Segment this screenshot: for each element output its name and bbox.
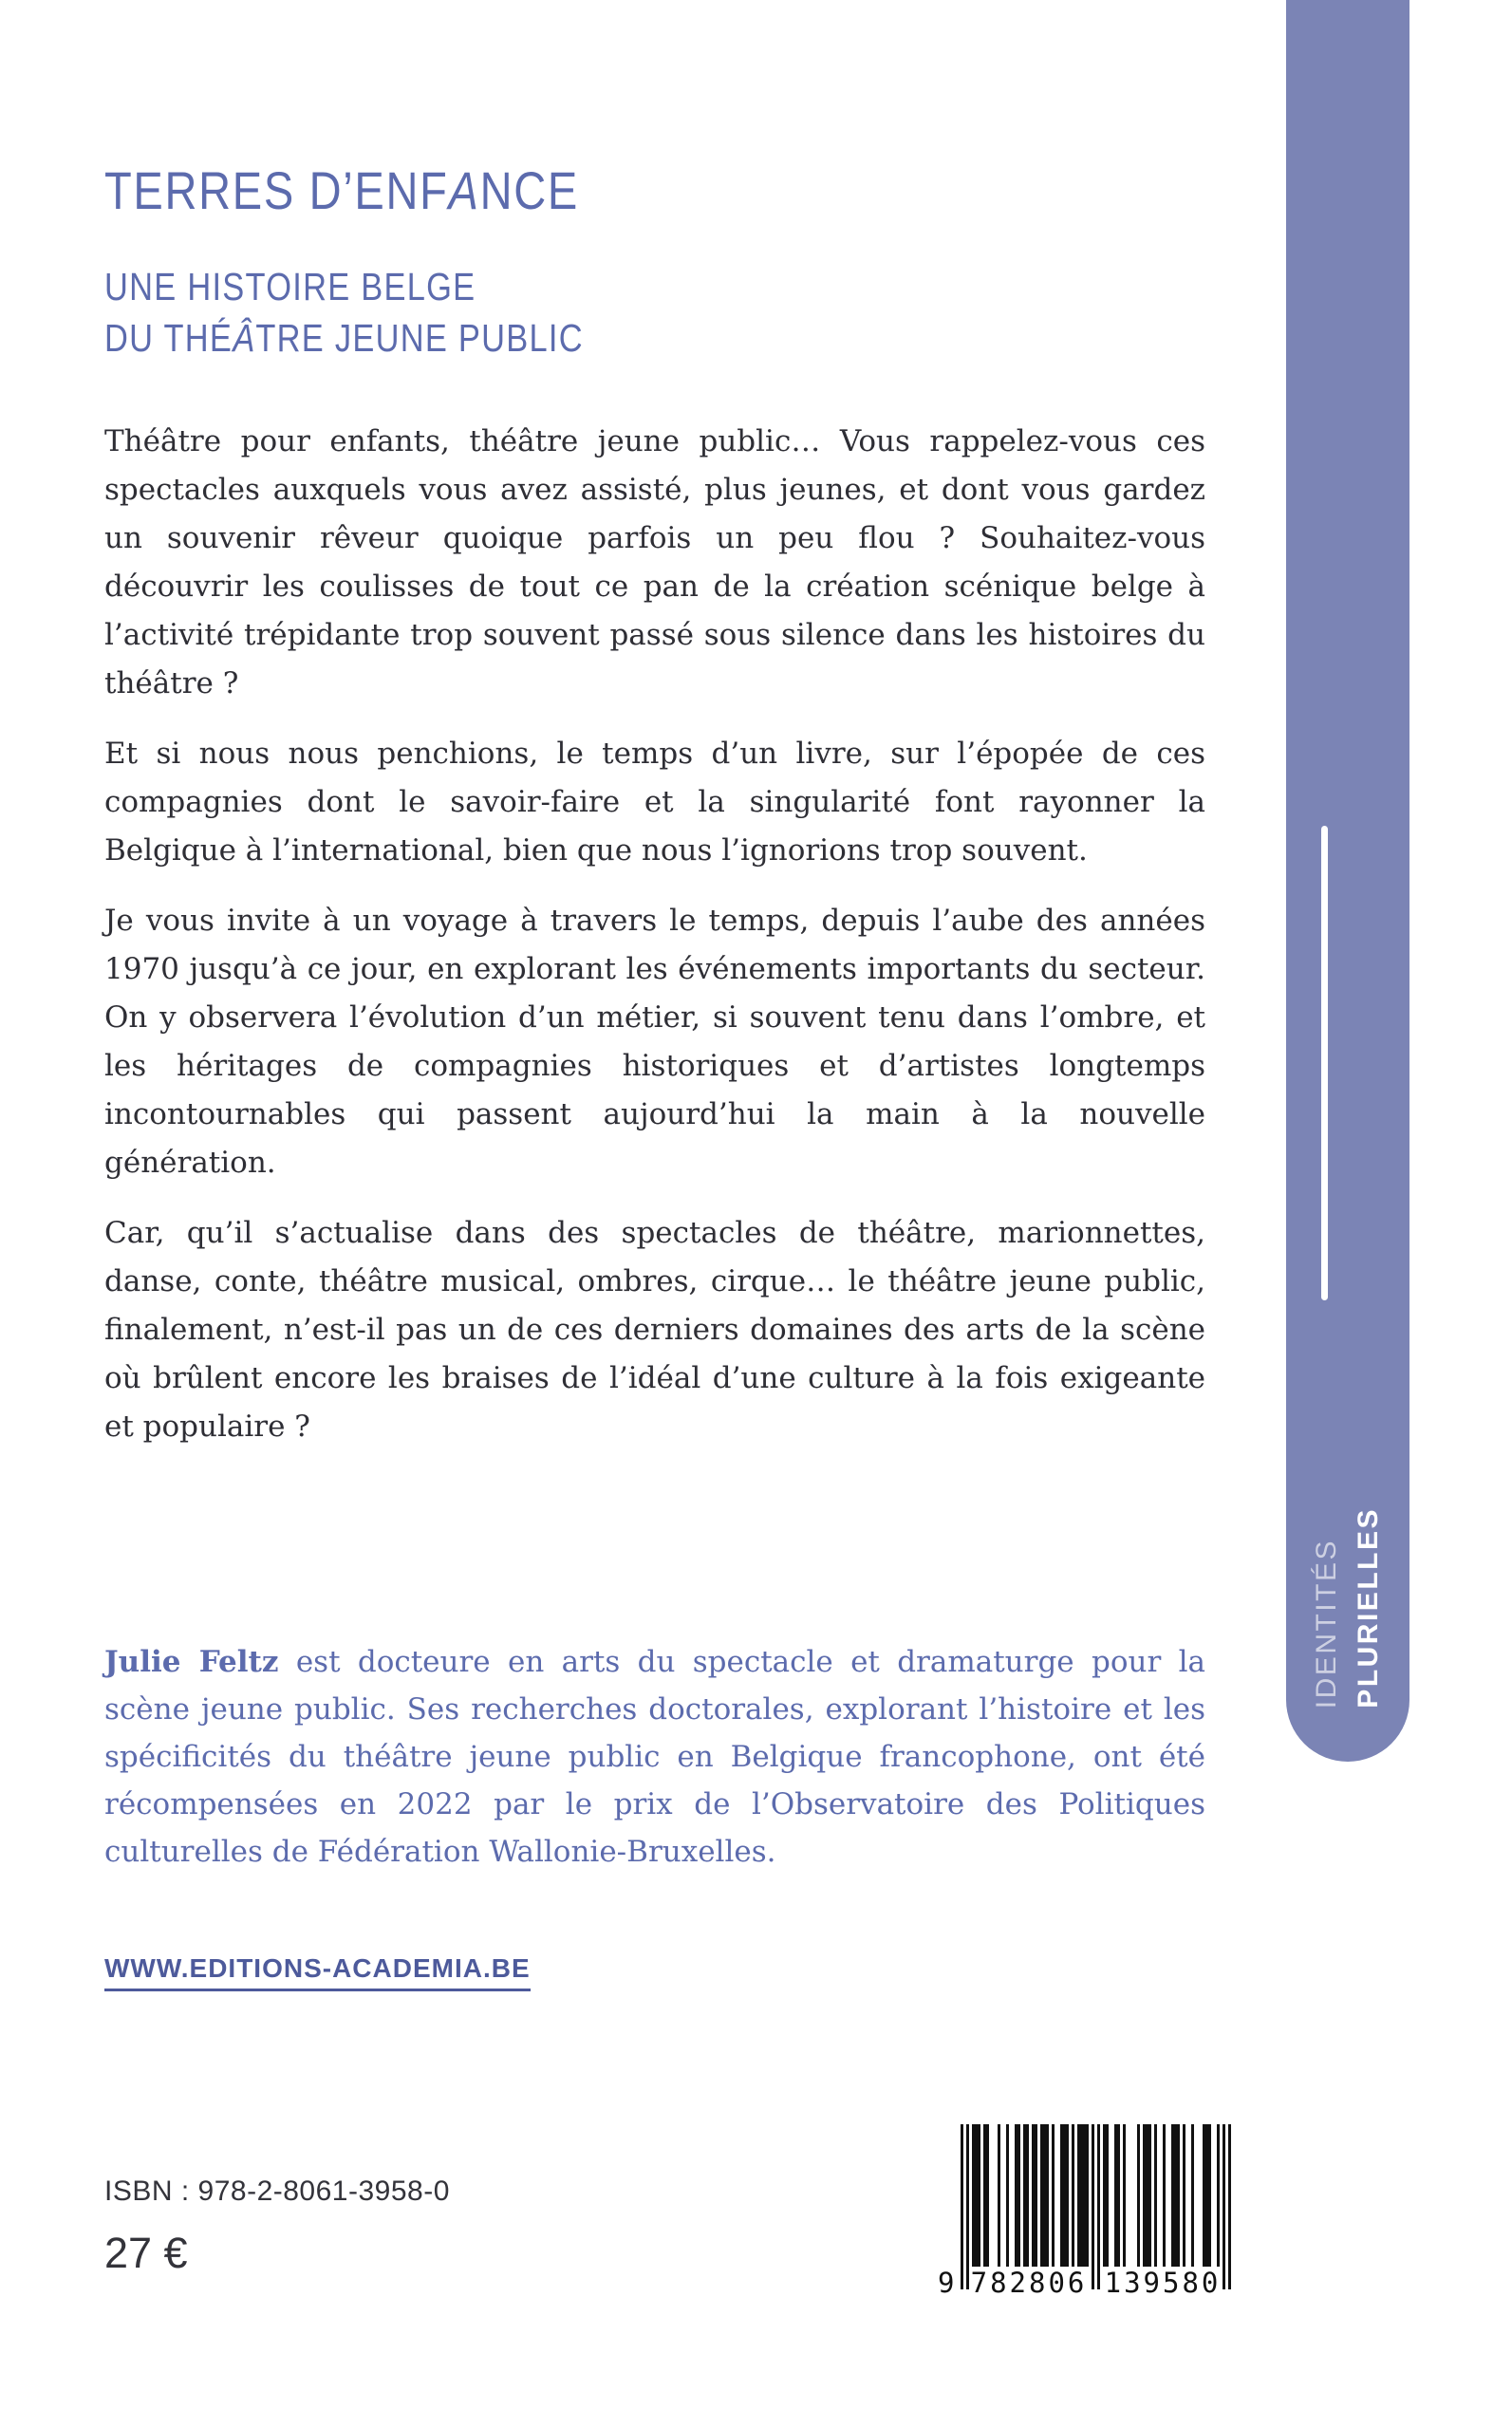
blurb	[104, 418, 1205, 1451]
book-subtitle-line1: UNE HISTOIRE BELGE	[104, 265, 476, 308]
series-name	[1286, 1507, 1409, 1709]
series-band	[1286, 0, 1409, 1762]
barcode-digit-lead: 9	[938, 2267, 955, 2299]
barcode-digit-group1: 782806	[970, 2267, 1088, 2299]
blurb-paragraph-1: Théâtre pour enfants, théâtre jeune public… Vous rappelez-vous ces spectacles auxquels vous avez assisté, plus jeunes, et dont vous gardez un souvenir rêveur quoique parfois un peu flou ? Souhaitez-vous découvrir les coulisses de tout ce pan de la création scénique belge à l’activité trépidante trop souvent passé sous silence dans les histoires du théâtre ?	[104, 424, 1205, 700]
publisher-website-link[interactable]: WWW.EDITIONS-ACADEMIA.BE	[104, 1953, 531, 1991]
blurb-paragraph-3: Je vous invite à un voyage à travers le temps, depuis l’aube des années 1970 jusqu’à ce jour, en explorant les événements importants du secteur. On y observera l’évolution d’un métier, si souvent tenu dans l’ombre, et les héritages de compagnies historiques et d’artistes longtemps incontournables qui passent aujourd’hui la main à la nouvelle génération.	[104, 904, 1205, 1180]
book-subtitle-line2: DU THÉÂTRE JEUNE PUBLIC	[104, 316, 584, 360]
blurb-paragraph-4: Car, qu’il s’actualise dans des spectacles de théâtre, marionnettes, danse, conte, théâtre musical, ombres, cirque… le théâtre jeune public, finalement, n’est-il pas un de ces derniers domaines des arts de la scène où brûlent encore les braises de l’idéal d’une culture à la fois exigeante et populaire ?	[104, 1216, 1205, 1444]
price-label: 27 €	[104, 2229, 188, 2277]
book-subtitle	[104, 261, 675, 364]
author-name: Julie Feltz	[104, 1645, 279, 1679]
author-bio	[104, 1638, 1205, 1876]
barcode-digit-group2: 139580	[1104, 2267, 1222, 2299]
series-band-line	[1321, 826, 1328, 1300]
series-name-line1: IDENTITÉS	[1311, 1538, 1342, 1709]
isbn-label: ISBN : 978-2-8061-3958-0	[104, 2176, 450, 2207]
barcode-bars	[961, 2124, 1231, 2289]
series-name-line2: PLURIELLES	[1353, 1507, 1384, 1709]
blurb-paragraph-2: Et si nous nous penchions, le temps d’un livre, sur l’épopée de ces compagnies dont le savoir-faire et la singularité font rayonner la Belgique à l’international, bien que nous l’ignorions trop souvent.	[104, 737, 1205, 868]
book-title: TERRES D’ENFANCE	[104, 160, 579, 220]
author-bio-text: est docteure en arts du spectacle et dramaturge pour la scène jeune public. Ses recherches doctorales, explorant l’histoire et les spécificités du théâtre jeune public en Belgique francophone, ont été récompensées en 2022 par le prix de l’Observatoire des Politiques culturelles de Fédération Wallonie-Bruxelles.	[104, 1645, 1205, 1869]
title-block	[104, 159, 675, 364]
barcode	[938, 2124, 1234, 2306]
